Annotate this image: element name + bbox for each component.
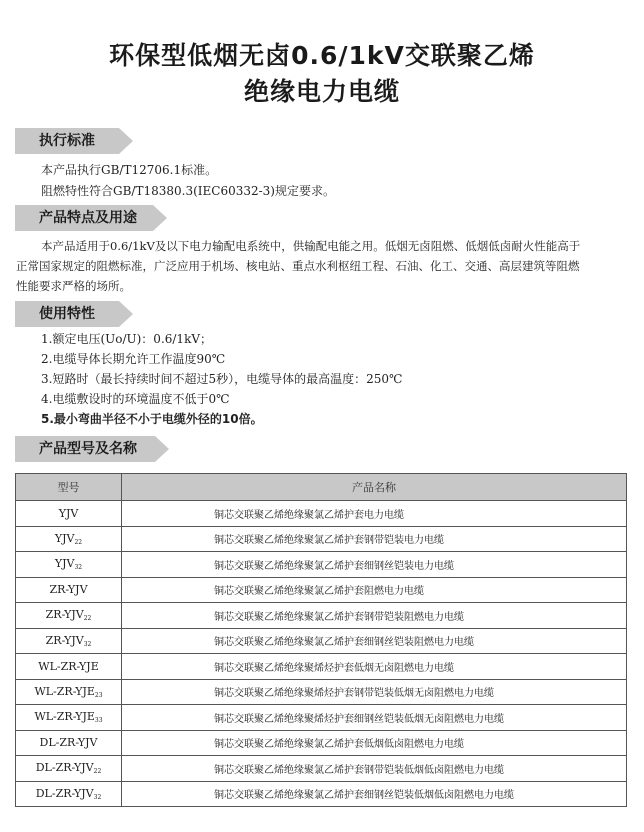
usage-line-3: 3.短路时（最长持续时间不超过5秒），电缆导体的最高温度：250℃ <box>41 372 403 386</box>
table-row <box>16 603 627 629</box>
features-line-3: 性能要求严格的场所。 <box>16 279 131 293</box>
table-header-row <box>16 474 627 501</box>
model-cell <box>16 705 122 731</box>
model-cell <box>16 552 122 578</box>
model-cell <box>16 756 122 782</box>
model-subscript: 32 <box>83 640 92 648</box>
table-row <box>16 730 627 756</box>
section-heading-features: 产品特点及用途 <box>15 205 153 231</box>
standard-line-2: 阻燃特性符合GB/T18380.3(IEC60332-3)规定要求。 <box>41 184 335 198</box>
model-subscript: 22 <box>83 615 92 623</box>
model-subscript: 23 <box>94 691 103 699</box>
section-heading-standard: 执行标准 <box>15 128 119 154</box>
document-title-line1: 环保型低烟无卤0.6/1kV交联聚乙烯 <box>109 41 535 70</box>
header-model: 型号 <box>16 474 122 501</box>
model-code: ZR-YJV <box>49 583 88 597</box>
table-row <box>16 628 627 654</box>
model-subscript: 33 <box>94 717 103 725</box>
table-row <box>16 654 627 680</box>
model-code: DL-ZR-YJV <box>39 736 98 750</box>
model-subscript: 32 <box>93 793 102 801</box>
features-line-1: 本产品适用于0.6/1kV及以下电力输配电系统中，供输配电能之用。低烟无卤阻燃、低烟低卤耐火性能高于 <box>41 239 581 253</box>
usage-line-5: 5.最小弯曲半径不小于电缆外径的10倍。 <box>41 412 263 426</box>
product-name-cell: 铜芯交联聚乙烯绝缘聚氯乙烯护套细钢丝铠装电力电缆 <box>122 552 627 578</box>
model-cell <box>16 628 122 654</box>
table-row <box>16 501 627 527</box>
table-row <box>16 705 627 731</box>
model-code: ZR-YJV <box>45 608 84 622</box>
section-heading-models: 产品型号及名称 <box>15 436 155 462</box>
model-code: DL-ZR-YJV <box>35 761 94 775</box>
model-cell <box>16 781 122 807</box>
table-row <box>16 552 627 578</box>
usage-line-4: 4.电缆敷设时的环境温度不低于0℃ <box>41 392 230 406</box>
table-row <box>16 679 627 705</box>
standard-line-1: 本产品执行GB/T12706.1标准。 <box>41 163 218 177</box>
model-subscript: 22 <box>93 768 102 776</box>
table-row <box>16 781 627 807</box>
model-cell <box>16 679 122 705</box>
model-code: WL-ZR-YJE <box>34 710 95 724</box>
table-row <box>16 526 627 552</box>
model-code: YJV <box>54 531 75 545</box>
model-code: DL-ZR-YJV <box>35 786 94 800</box>
model-cell <box>16 603 122 629</box>
model-code: YJV <box>58 506 79 520</box>
features-line-2: 正常国家规定的阻燃标准，广泛应用于机场、核电站、重点水利枢纽工程、石油、化工、交通、高层建筑等阻燃 <box>16 259 580 273</box>
table-row <box>16 756 627 782</box>
table-row <box>16 577 627 603</box>
product-name-cell: 铜芯交联聚乙烯绝缘聚烯烃护套钢带铠装低烟无卤阻燃电力电缆 <box>122 679 627 705</box>
product-name-cell: 铜芯交联聚乙烯绝缘聚氯乙烯护套电力电缆 <box>122 501 627 527</box>
model-cell <box>16 501 122 527</box>
usage-line-1: 1.额定电压(Uo/U)：0.6/1kV； <box>41 332 213 346</box>
product-name-cell: 铜芯交联聚乙烯绝缘聚烯烃护套低烟无卤阻燃电力电缆 <box>122 654 627 680</box>
model-code: YJV <box>54 557 75 571</box>
model-cell <box>16 730 122 756</box>
usage-line-2: 2.电缆导体长期允许工作温度90℃ <box>41 352 226 366</box>
product-name-cell: 铜芯交联聚乙烯绝缘聚氯乙烯护套细钢丝铠装低烟低卤阻燃电力电缆 <box>122 781 627 807</box>
product-name-cell: 铜芯交联聚乙烯绝缘聚氯乙烯护套阻燃电力电缆 <box>122 577 627 603</box>
model-subscript: 32 <box>74 564 83 572</box>
product-name-cell: 铜芯交联聚乙烯绝缘聚氯乙烯护套钢带铠装阻燃电力电缆 <box>122 603 627 629</box>
product-name-cell: 铜芯交联聚乙烯绝缘聚氯乙烯护套低烟低卤阻燃电力电缆 <box>122 730 627 756</box>
product-name-cell: 铜芯交联聚乙烯绝缘聚烯烃护套细钢丝铠装低烟无卤阻燃电力电缆 <box>122 705 627 731</box>
model-cell <box>16 577 122 603</box>
section-heading-usage: 使用特性 <box>15 301 119 327</box>
header-product-name: 产品名称 <box>122 474 627 501</box>
product-name-cell: 铜芯交联聚乙烯绝缘聚氯乙烯护套细钢丝铠装阻燃电力电缆 <box>122 628 627 654</box>
model-code: WL-ZR-YJE <box>34 684 95 698</box>
model-subscript: 22 <box>74 538 83 546</box>
document-title-line2: 绝缘电力电缆 <box>243 77 400 106</box>
model-cell <box>16 654 122 680</box>
product-model-table <box>15 473 627 807</box>
model-code: ZR-YJV <box>45 633 84 647</box>
product-name-cell: 铜芯交联聚乙烯绝缘聚氯乙烯护套钢带铠装低烟低卤阻燃电力电缆 <box>122 756 627 782</box>
product-name-cell: 铜芯交联聚乙烯绝缘聚氯乙烯护套钢带铠装电力电缆 <box>122 526 627 552</box>
model-code: WL-ZR-YJE <box>38 659 99 673</box>
model-cell <box>16 526 122 552</box>
